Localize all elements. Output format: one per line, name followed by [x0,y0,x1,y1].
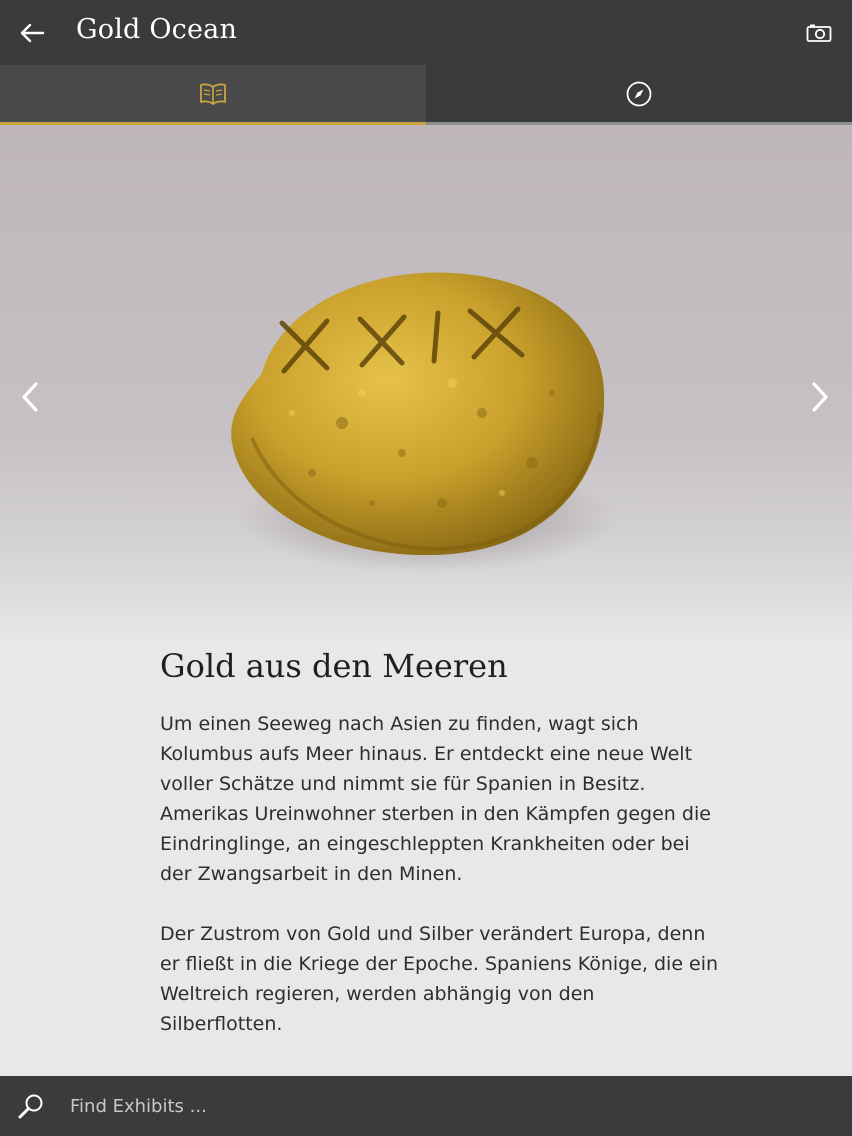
search-bar [0,1076,852,1136]
article-heading: Gold aus den Meeren [160,647,508,685]
gold-coin-image [222,263,622,573]
search-input[interactable] [60,1086,820,1126]
article-paragraph: Der Zustrom von Gold und Silber verändert Europa, denn er fließt in die Kriege der Epoche. Spaniens Könige, die ein Weltreich regieren, werden abhängig von den Silberflotten. [160,923,719,1035]
exhibit-image-carousel [0,125,852,645]
back-button[interactable] [14,16,50,50]
previous-image-button[interactable] [10,375,50,419]
chevron-left-icon [20,381,40,413]
compass-icon [625,80,653,108]
next-image-button[interactable] [800,375,840,419]
tab-info[interactable] [0,65,426,125]
search-icon [16,1092,46,1122]
camera-icon [806,23,832,43]
article-paragraph: Um einen Seeweg nach Asien zu finden, wagt sich Kolumbus aufs Meer hinaus. Er entdeckt eine neue Welt voller Schätze und nimmt sie für Spanien in Besitz. Amerikas Ureinwohner sterben in den Kämpfen gegen die Eindringlinge, an eingeschleppten Krankheiten oder bei der Zwangsarbeit in den Minen. [160,713,711,885]
page-title: Gold Ocean [76,14,238,45]
chevron-right-icon [810,381,830,413]
tab-map[interactable] [426,65,852,125]
article [160,645,720,1039]
tab-bar [0,65,852,125]
book-icon [199,82,227,106]
app-bar [0,0,852,65]
arrow-left-icon [19,22,45,44]
camera-button[interactable] [804,20,834,46]
